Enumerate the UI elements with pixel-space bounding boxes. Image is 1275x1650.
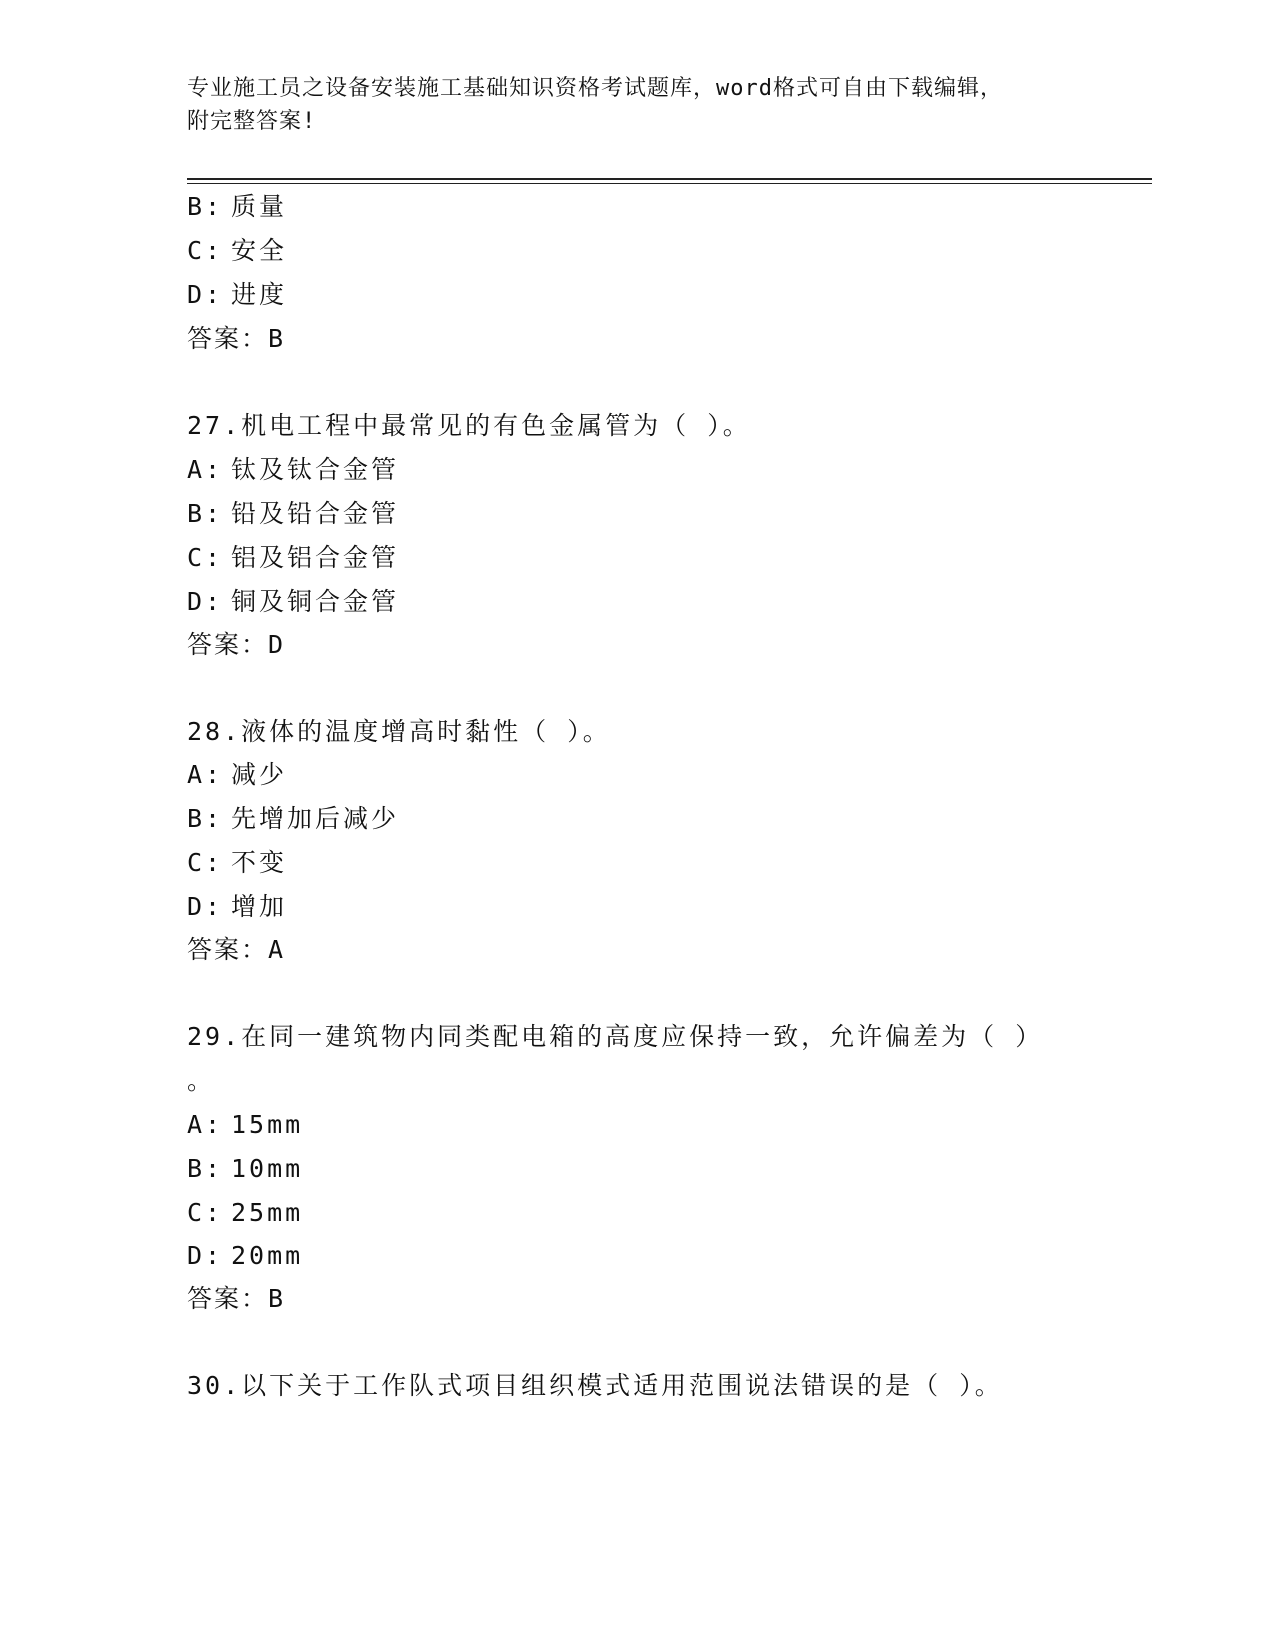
option-key: A:	[187, 1110, 224, 1139]
option-key: A:	[187, 760, 224, 789]
q28-option-d	[187, 892, 287, 922]
option-text: 进度	[231, 280, 288, 309]
option-text: 20mm	[231, 1241, 304, 1270]
option-key: C:	[187, 848, 224, 877]
option-key: D:	[187, 892, 224, 921]
header-rule-thin	[187, 183, 1152, 184]
answer-label: 答案：	[187, 630, 269, 659]
answer-value: B	[268, 1284, 286, 1313]
q29-option-b	[187, 1154, 303, 1184]
option-text: 25mm	[231, 1198, 304, 1227]
q27-option-d	[187, 587, 399, 617]
header-line-2: 附完整答案!	[187, 109, 317, 134]
q26-answer	[187, 324, 285, 354]
option-text: 先增加后减少	[231, 804, 400, 833]
option-key: D:	[187, 280, 224, 309]
option-key: A:	[187, 455, 224, 484]
option-key: B:	[187, 499, 224, 528]
q27-option-c	[187, 543, 399, 573]
option-text: 钛及钛合金管	[231, 455, 400, 484]
option-key: C:	[187, 543, 224, 572]
q28-stem: 28.液体的温度增高时黏性（ ）。	[187, 717, 611, 746]
option-key: B:	[187, 192, 224, 221]
option-text: 安全	[231, 236, 288, 265]
q29-option-d	[187, 1241, 303, 1271]
answer-value: A	[268, 935, 286, 964]
q26-option-b	[187, 192, 287, 222]
header-rule-thick	[187, 178, 1152, 180]
q29-stem-continuation: 。	[187, 1066, 216, 1095]
answer-value: D	[268, 630, 286, 659]
option-text: 减少	[231, 760, 288, 789]
q30-stem: 30.以下关于工作队式项目组织模式适用范围说法错误的是（ ）。	[187, 1371, 1003, 1400]
option-key: B:	[187, 804, 224, 833]
q27-answer	[187, 630, 285, 660]
q29-option-a	[187, 1110, 303, 1140]
option-key: C:	[187, 236, 224, 265]
answer-label: 答案：	[187, 1284, 269, 1313]
q28-option-c	[187, 848, 287, 878]
answer-label: 答案：	[187, 324, 269, 353]
option-text: 增加	[231, 892, 288, 921]
option-key: D:	[187, 1241, 224, 1270]
option-text: 铝及铝合金管	[231, 543, 400, 572]
option-key: C:	[187, 1198, 224, 1227]
q27-option-a	[187, 455, 399, 485]
q26-option-c	[187, 236, 287, 266]
option-text: 铅及铅合金管	[231, 499, 400, 528]
option-key: D:	[187, 587, 224, 616]
header-note	[187, 72, 1067, 138]
q27-option-b	[187, 499, 399, 529]
answer-value: B	[268, 324, 286, 353]
option-text: 15mm	[231, 1110, 304, 1139]
q29-option-c	[187, 1198, 303, 1228]
option-text: 铜及铜合金管	[231, 587, 400, 616]
q28-answer	[187, 935, 285, 965]
option-text: 不变	[231, 848, 288, 877]
header-line-1: 专业施工员之设备安装施工基础知识资格考试题库，word格式可自由下载编辑，	[187, 76, 1003, 101]
q27-stem: 27.机电工程中最常见的有色金属管为（ ）。	[187, 411, 751, 440]
q26-option-d	[187, 280, 287, 310]
q29-answer	[187, 1284, 285, 1314]
q29-stem: 29.在同一建筑物内同类配电箱的高度应保持一致，允许偏差为（ ）	[187, 1022, 1044, 1051]
option-text: 10mm	[231, 1154, 304, 1183]
option-text: 质量	[231, 192, 288, 221]
q28-option-b	[187, 804, 399, 834]
q28-option-a	[187, 760, 287, 790]
option-key: B:	[187, 1154, 224, 1183]
answer-label: 答案：	[187, 935, 269, 964]
